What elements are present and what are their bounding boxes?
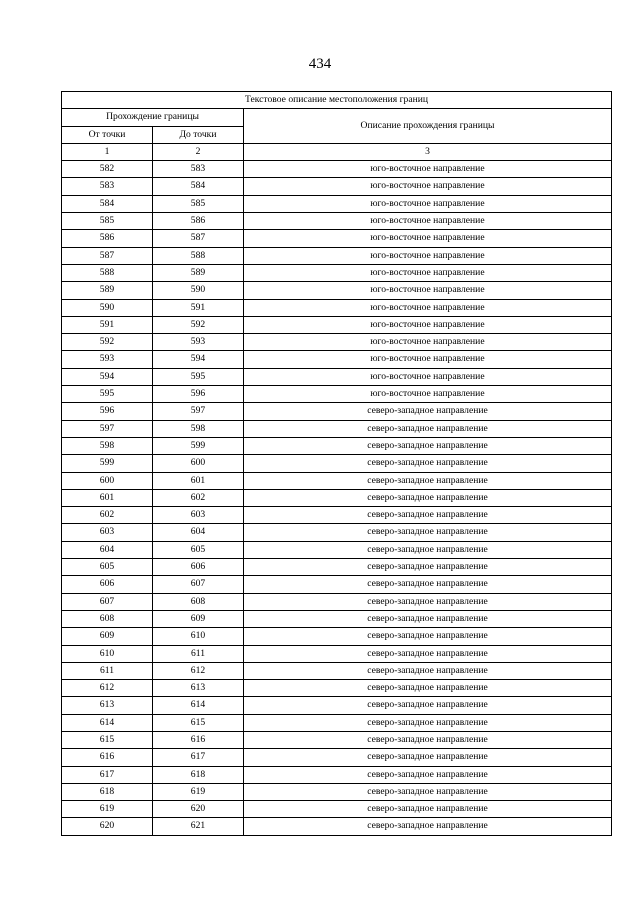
table-row	[62, 264, 612, 281]
to-point-cell: 584	[153, 178, 244, 195]
table-row	[62, 437, 612, 454]
description-cell: юго-восточное направление	[244, 368, 612, 385]
from-point-cell: 615	[62, 731, 153, 748]
to-point-cell: 615	[153, 714, 244, 731]
from-point-cell: 618	[62, 783, 153, 800]
description-cell: юго-восточное направление	[244, 195, 612, 212]
description-cell: юго-восточное направление	[244, 178, 612, 195]
from-point-cell: 583	[62, 178, 153, 195]
to-point-cell: 600	[153, 455, 244, 472]
column-number-2: 2	[153, 143, 244, 160]
table-row	[62, 818, 612, 835]
to-point-cell: 602	[153, 489, 244, 506]
description-cell: северо-западное направление	[244, 610, 612, 627]
to-point-cell: 591	[153, 299, 244, 316]
table-row	[62, 299, 612, 316]
description-cell: северо-западное направление	[244, 489, 612, 506]
description-cell: северо-западное направление	[244, 662, 612, 679]
description-cell: северо-западное направление	[244, 403, 612, 420]
table-row	[62, 213, 612, 230]
description-cell: юго-восточное направление	[244, 334, 612, 351]
table-body	[62, 161, 612, 836]
description-cell: северо-западное направление	[244, 766, 612, 783]
description-cell: северо-западное направление	[244, 472, 612, 489]
to-point-cell: 606	[153, 559, 244, 576]
from-point-cell: 608	[62, 610, 153, 627]
table-row	[62, 455, 612, 472]
table-row	[62, 282, 612, 299]
table-row	[62, 628, 612, 645]
to-point-cell: 616	[153, 731, 244, 748]
description-cell: юго-восточное направление	[244, 282, 612, 299]
to-point-cell: 611	[153, 645, 244, 662]
table-row	[62, 593, 612, 610]
description-cell: северо-западное направление	[244, 714, 612, 731]
column-numbers-row	[62, 143, 612, 160]
to-point-cell: 604	[153, 524, 244, 541]
description-cell: юго-восточное направление	[244, 230, 612, 247]
to-point-cell: 614	[153, 697, 244, 714]
from-point-cell: 597	[62, 420, 153, 437]
table-row	[62, 472, 612, 489]
from-point-cell: 591	[62, 316, 153, 333]
to-point-cell: 618	[153, 766, 244, 783]
to-point-cell: 605	[153, 541, 244, 558]
description-cell: северо-западное направление	[244, 576, 612, 593]
to-point-cell: 596	[153, 386, 244, 403]
column-number-3: 3	[244, 143, 612, 160]
description-cell: северо-западное направление	[244, 507, 612, 524]
from-point-cell: 606	[62, 576, 153, 593]
table-row	[62, 351, 612, 368]
from-point-cell: 612	[62, 680, 153, 697]
table-title: Текстовое описание местоположения границ	[62, 92, 612, 109]
to-point-cell: 612	[153, 662, 244, 679]
description-cell: юго-восточное направление	[244, 247, 612, 264]
to-header: До точки	[153, 126, 244, 143]
to-point-cell: 597	[153, 403, 244, 420]
to-point-cell: 619	[153, 783, 244, 800]
description-cell: северо-западное направление	[244, 420, 612, 437]
to-point-cell: 610	[153, 628, 244, 645]
table-row	[62, 489, 612, 506]
table-group-header-row	[62, 109, 612, 126]
table-row	[62, 645, 612, 662]
table-row	[62, 783, 612, 800]
description-cell: юго-восточное направление	[244, 161, 612, 178]
from-point-cell: 609	[62, 628, 153, 645]
description-cell: северо-западное направление	[244, 628, 612, 645]
to-point-cell: 603	[153, 507, 244, 524]
from-header: От точки	[62, 126, 153, 143]
description-cell: северо-западное направление	[244, 559, 612, 576]
table-row	[62, 731, 612, 748]
from-point-cell: 619	[62, 801, 153, 818]
from-point-cell: 613	[62, 697, 153, 714]
to-point-cell: 585	[153, 195, 244, 212]
from-point-cell: 593	[62, 351, 153, 368]
table-row	[62, 178, 612, 195]
to-point-cell: 588	[153, 247, 244, 264]
from-point-cell: 587	[62, 247, 153, 264]
table-row	[62, 247, 612, 264]
description-cell: юго-восточное направление	[244, 213, 612, 230]
from-point-cell: 588	[62, 264, 153, 281]
to-point-cell: 583	[153, 161, 244, 178]
to-point-cell: 593	[153, 334, 244, 351]
from-point-cell: 598	[62, 437, 153, 454]
from-point-cell: 617	[62, 766, 153, 783]
from-point-cell: 601	[62, 489, 153, 506]
to-point-cell: 590	[153, 282, 244, 299]
from-point-cell: 620	[62, 818, 153, 835]
description-cell: северо-западное направление	[244, 697, 612, 714]
to-point-cell: 617	[153, 749, 244, 766]
table-row	[62, 559, 612, 576]
to-point-cell: 595	[153, 368, 244, 385]
table-row	[62, 420, 612, 437]
to-point-cell: 592	[153, 316, 244, 333]
table-row	[62, 386, 612, 403]
to-point-cell: 620	[153, 801, 244, 818]
from-point-cell: 599	[62, 455, 153, 472]
from-point-cell: 604	[62, 541, 153, 558]
description-cell: юго-восточное направление	[244, 351, 612, 368]
from-point-cell: 595	[62, 386, 153, 403]
from-point-cell: 600	[62, 472, 153, 489]
from-point-cell: 585	[62, 213, 153, 230]
description-cell: северо-западное направление	[244, 783, 612, 800]
from-point-cell: 616	[62, 749, 153, 766]
from-point-cell: 584	[62, 195, 153, 212]
description-cell: юго-восточное направление	[244, 386, 612, 403]
description-cell: северо-западное направление	[244, 437, 612, 454]
from-point-cell: 586	[62, 230, 153, 247]
to-point-cell: 609	[153, 610, 244, 627]
from-point-cell: 605	[62, 559, 153, 576]
to-point-cell: 594	[153, 351, 244, 368]
to-point-cell: 598	[153, 420, 244, 437]
table-row	[62, 766, 612, 783]
description-cell: юго-восточное направление	[244, 299, 612, 316]
to-point-cell: 589	[153, 264, 244, 281]
table-title-row	[62, 92, 612, 109]
from-point-cell: 589	[62, 282, 153, 299]
description-cell: северо-западное направление	[244, 455, 612, 472]
table-header	[62, 92, 612, 161]
table-row	[62, 680, 612, 697]
description-cell: северо-западное направление	[244, 524, 612, 541]
table-row	[62, 507, 612, 524]
from-point-cell: 603	[62, 524, 153, 541]
from-point-cell: 610	[62, 645, 153, 662]
table-row	[62, 576, 612, 593]
column-number-1: 1	[62, 143, 153, 160]
description-cell: юго-восточное направление	[244, 316, 612, 333]
group-header: Прохождение границы	[62, 109, 244, 126]
from-point-cell: 611	[62, 662, 153, 679]
table-row	[62, 541, 612, 558]
to-point-cell: 613	[153, 680, 244, 697]
description-cell: северо-западное направление	[244, 801, 612, 818]
description-cell: северо-западное направление	[244, 749, 612, 766]
to-point-cell: 607	[153, 576, 244, 593]
to-point-cell: 586	[153, 213, 244, 230]
boundary-table	[61, 91, 612, 836]
description-cell: северо-западное направление	[244, 680, 612, 697]
description-cell: северо-западное направление	[244, 593, 612, 610]
table-row	[62, 403, 612, 420]
description-cell: северо-западное направление	[244, 731, 612, 748]
table-row	[62, 749, 612, 766]
from-point-cell: 607	[62, 593, 153, 610]
table-row	[62, 524, 612, 541]
to-point-cell: 587	[153, 230, 244, 247]
table-row	[62, 230, 612, 247]
to-point-cell: 599	[153, 437, 244, 454]
from-point-cell: 590	[62, 299, 153, 316]
table-row	[62, 334, 612, 351]
description-cell: юго-восточное направление	[244, 264, 612, 281]
from-point-cell: 596	[62, 403, 153, 420]
description-cell: северо-западное направление	[244, 645, 612, 662]
table-row	[62, 714, 612, 731]
table-row	[62, 697, 612, 714]
table-row	[62, 801, 612, 818]
from-point-cell: 594	[62, 368, 153, 385]
to-point-cell: 601	[153, 472, 244, 489]
from-point-cell: 602	[62, 507, 153, 524]
description-header: Описание прохождения границы	[244, 109, 612, 144]
from-point-cell: 592	[62, 334, 153, 351]
description-cell: северо-западное направление	[244, 541, 612, 558]
table-row	[62, 662, 612, 679]
to-point-cell: 608	[153, 593, 244, 610]
from-point-cell: 582	[62, 161, 153, 178]
table-row	[62, 195, 612, 212]
table-row	[62, 161, 612, 178]
table-row	[62, 610, 612, 627]
to-point-cell: 621	[153, 818, 244, 835]
table-row	[62, 316, 612, 333]
description-cell: северо-западное направление	[244, 818, 612, 835]
from-point-cell: 614	[62, 714, 153, 731]
page-number: 434	[308, 56, 332, 72]
table-row	[62, 368, 612, 385]
